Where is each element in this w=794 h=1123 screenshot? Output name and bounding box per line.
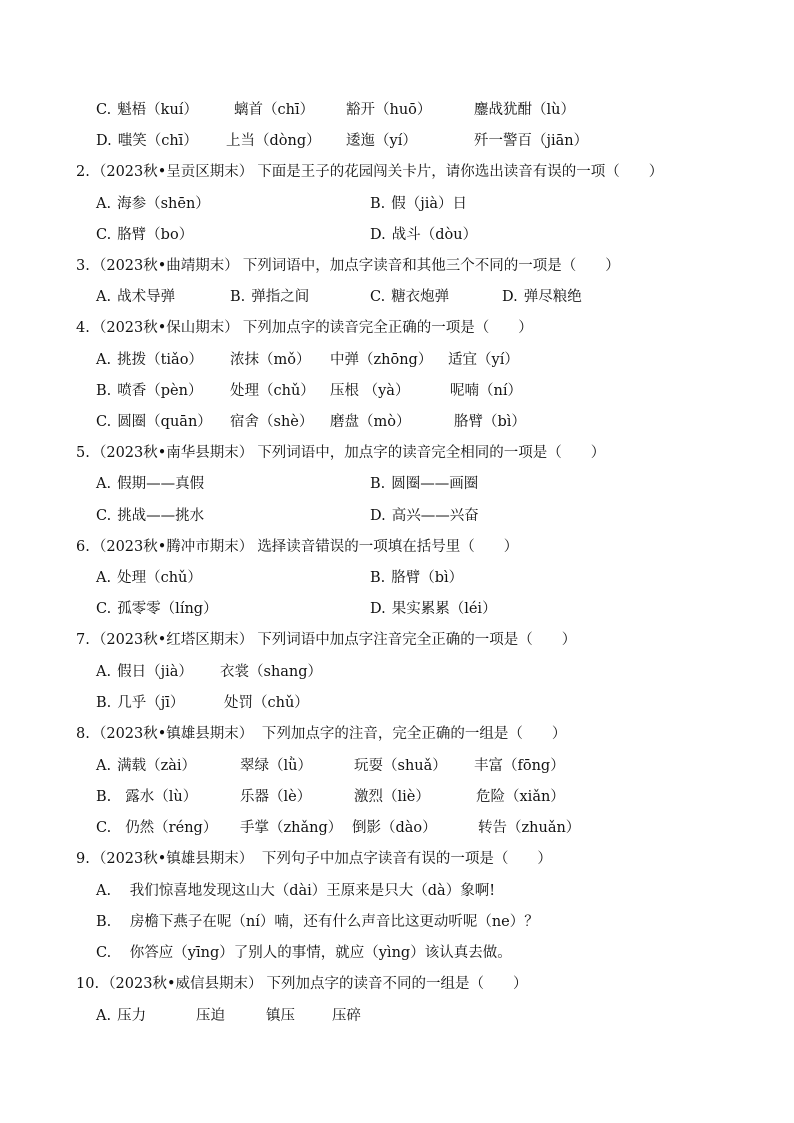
option-text: 我们惊喜地发现这山大（dài）王原来是只大（dà）象啊! [125, 883, 496, 899]
option-label: C. [96, 820, 112, 836]
question-source: （2023秋•南华县期末） [91, 445, 254, 461]
option-label: D. [370, 508, 386, 524]
question-source: （2023秋•保山期末） [91, 320, 239, 336]
option-text: 螭首（chī） [234, 102, 315, 118]
option-label: C. [96, 945, 112, 961]
option-text: 处理（chǔ） [230, 383, 315, 399]
option-label: A. [96, 352, 112, 368]
option-text: 弹指之间 [251, 289, 310, 305]
question-source: （2023秋•呈贡区期末） [91, 164, 254, 180]
option-text: 压根 （yà） [330, 383, 410, 399]
option-text: 假期——真假 [117, 476, 205, 492]
option-text: 挑战——挑水 [117, 508, 205, 524]
question-number: 9. [76, 851, 90, 867]
question-stem [76, 630, 576, 650]
option-label: B. [96, 789, 112, 805]
option-text: 呢喃（ní） [450, 383, 522, 399]
option-text: 果实累累（léi） [391, 601, 497, 617]
option-text: 歼一警百（jiān） [474, 133, 589, 149]
option-text: 海参（shēn） [117, 196, 210, 212]
question-text: 下列词语中，加点字读音和其他三个不同的一项是（ ） [242, 258, 620, 274]
option-text: 压碎 [332, 1008, 361, 1024]
question-number: 6. [76, 539, 90, 555]
option-label: A. [96, 758, 112, 774]
option-text: 危险（xiǎn） [476, 789, 565, 805]
question-stem [76, 318, 533, 338]
option-text: 孤零零（líng） [117, 601, 218, 617]
option-text: 假（jià）日 [391, 196, 468, 212]
question-number: 10. [76, 976, 100, 992]
option-text: 丰富（fōng） [474, 758, 565, 774]
question-source: （2023秋•镇雄县期末） [91, 851, 254, 867]
question-source: （2023秋•腾冲市期末） [91, 539, 254, 555]
option-label: D. [502, 289, 518, 305]
question-text: 下列词语中加点字注音完全正确的一项是（ ） [257, 632, 577, 648]
option-text: 鏖战犹酣（lù） [474, 102, 575, 118]
option-label: A. [96, 1008, 112, 1024]
option-label: B. [96, 695, 112, 711]
question-text: 下列加点字的读音完全正确的一项是（ ） [242, 320, 533, 336]
option-text: 处理（chǔ） [117, 570, 202, 586]
option-text: 处罚（chǔ） [224, 695, 309, 711]
option-text: 倒影（dào） [352, 820, 437, 836]
option-label: B. [96, 914, 112, 930]
option-text: 喷香（pèn） [117, 383, 203, 399]
option-label: C. [370, 289, 386, 305]
option-label: D. [96, 133, 112, 149]
option-text: 魁梧（kuí） [117, 102, 198, 118]
question-number: 8. [76, 726, 90, 742]
question-stem [76, 256, 620, 276]
question-number: 3. [76, 258, 90, 274]
question-source: （2023秋•红塔区期末） [91, 632, 254, 648]
question-text: 下列加点字的读音不同的一组是（ ） [266, 976, 528, 992]
option-label: B. [370, 570, 386, 586]
option-text: 满载（zài） [117, 758, 197, 774]
option-text: 转告（zhuǎn） [478, 820, 581, 836]
option-text: 镇压 [266, 1008, 295, 1024]
option-text: 胳臂（bì） [454, 414, 526, 430]
option-text: 上当（dòng） [226, 133, 321, 149]
question-number: 4. [76, 320, 90, 336]
option-label: A. [96, 664, 112, 680]
question-text: 下列句子中加点字读音有误的一项是（ ） [257, 851, 552, 867]
option-text: 糖衣炮弹 [391, 289, 450, 305]
option-label: C. [96, 102, 112, 118]
option-text: 乐器（lè） [240, 789, 312, 805]
option-text: 你答应（yīng）了别人的事情，就应（yìng）该认真去做。 [125, 945, 512, 961]
question-stem [76, 162, 663, 182]
option-text: 假日（jià） [117, 664, 193, 680]
option-label: C. [96, 508, 112, 524]
option-text: 胳臂（bo） [117, 227, 194, 243]
question-stem [76, 724, 566, 744]
question-text: 下面是王子的花园闯关卡片，请你选出读音有误的一项（ ） [257, 164, 664, 180]
option-text: 激烈（liè） [354, 789, 430, 805]
option-text: 露水（lù） [125, 789, 198, 805]
option-text: 战术导弹 [117, 289, 176, 305]
question-source: （2023秋•威信县期末） [101, 976, 263, 992]
option-text: 圆圈（quān） [117, 414, 212, 430]
question-stem [76, 849, 552, 869]
option-label: A. [96, 289, 112, 305]
option-text: 压迫 [196, 1008, 225, 1024]
option-label: A. [96, 476, 112, 492]
option-text: 浓抹（mǒ） [230, 352, 311, 368]
question-stem [76, 974, 528, 994]
question-number: 2. [76, 164, 90, 180]
option-text: 翠绿（lǜ） [240, 758, 312, 774]
question-source: （2023秋•镇雄县期末） [91, 726, 254, 742]
question-stem [76, 537, 518, 557]
option-text: 高兴——兴奋 [391, 508, 479, 524]
option-label: C. [96, 227, 112, 243]
option-label: B. [370, 476, 386, 492]
option-label: C. [96, 601, 112, 617]
option-text: 豁开（huō） [346, 102, 432, 118]
option-text: 宿舍（shè） [230, 414, 314, 430]
option-text: 手掌（zhǎng） [240, 820, 343, 836]
option-label: B. [230, 289, 246, 305]
option-label: A. [96, 570, 112, 586]
option-text: 弹尽粮绝 [523, 289, 582, 305]
option-label: B. [370, 196, 386, 212]
option-text: 衣裳（shang） [220, 664, 323, 680]
option-text: 适宜（yí） [448, 352, 519, 368]
option-text: 圆圈——画圈 [391, 476, 479, 492]
question-text: 下列加点字的注音，完全正确的一组是（ ） [257, 726, 567, 742]
question-text: 下列词语中，加点字的读音完全相同的一项是（ ） [257, 445, 606, 461]
option-text: 磨盘（mò） [330, 414, 411, 430]
question-text: 选择读音错误的一项填在括号里（ ） [257, 539, 519, 555]
option-text: 压力 [117, 1008, 147, 1024]
option-label: A. [96, 196, 112, 212]
option-text: 战斗（dòu） [391, 227, 478, 243]
option-text: 几乎（jī） [117, 695, 185, 711]
option-text: 胳臂（bì） [391, 570, 464, 586]
option-label: D. [370, 601, 386, 617]
option-text: 逶迤（yí） [346, 133, 417, 149]
question-number: 7. [76, 632, 90, 648]
option-label: D. [370, 227, 386, 243]
option-label: C. [96, 414, 112, 430]
option-text: 挑拨（tiǎo） [117, 352, 203, 368]
question-source: （2023秋•曲靖期末） [91, 258, 239, 274]
option-text: 嗤笑（chī） [117, 133, 198, 149]
option-label: A. [96, 883, 112, 899]
option-text: 玩耍（shuǎ） [354, 758, 447, 774]
question-number: 5. [76, 445, 90, 461]
question-stem [76, 443, 605, 463]
option-label: B. [96, 383, 112, 399]
option-text: 房檐下燕子在呢（ní）喃，还有什么声音比这更动听呢（ne）？ [125, 914, 539, 930]
option-text: 仍然（réng） [125, 820, 218, 836]
option-text: 中弹（zhōng） [330, 352, 433, 368]
